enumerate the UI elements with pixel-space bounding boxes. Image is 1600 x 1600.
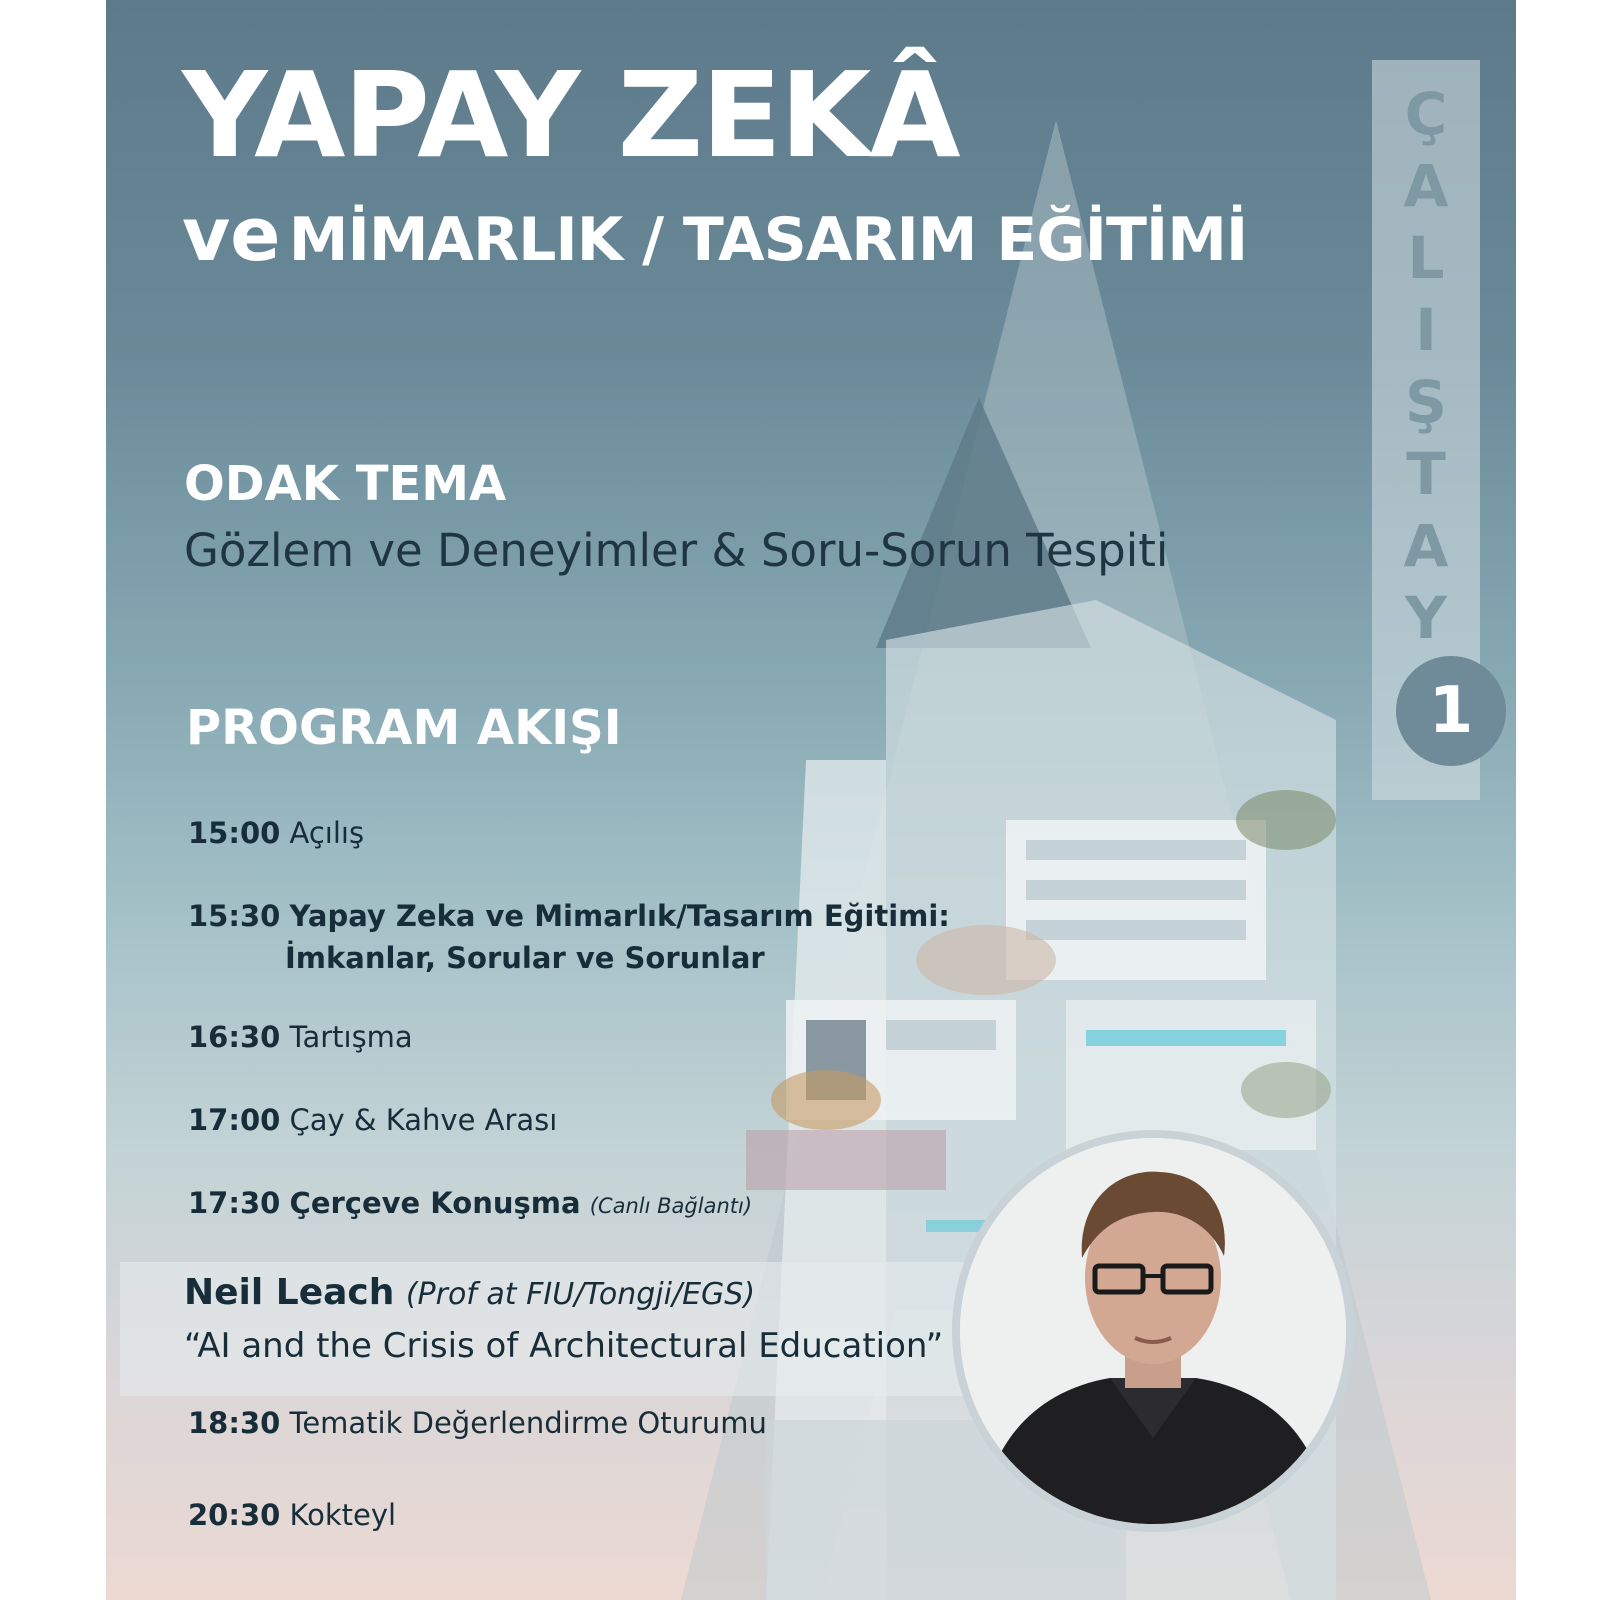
poster (106, 0, 1516, 1600)
speaker-portrait (952, 1130, 1354, 1532)
program-item (188, 1182, 752, 1227)
focus-theme-label: ODAK TEMA (184, 456, 507, 512)
program-item-title: Kokteyl (289, 1498, 397, 1532)
speaker-photo (960, 1138, 1346, 1524)
side-letter: T (1406, 440, 1446, 508)
program-item-title: Yapay Zeka ve Mimarlık/Tasarım Eğitimi: (289, 899, 950, 933)
side-letter: A (1403, 152, 1449, 220)
program-item (188, 1494, 396, 1536)
speaker-talk-title: “AI and the Crisis of Architectural Education” (184, 1326, 944, 1366)
program-item-time: 15:00 (188, 816, 281, 850)
side-letter: I (1415, 296, 1437, 364)
speaker-name: Neil Leach (184, 1272, 395, 1313)
title-line-1: YAPAY ZEKÂ (182, 46, 959, 184)
program-item-note: (Canlı Bağlantı) (589, 1194, 753, 1218)
program-item (188, 1099, 557, 1141)
title-ve: ve (182, 192, 281, 278)
title-subject: MİMARLIK / TASARIM EĞİTİMİ (288, 205, 1248, 275)
program-item-title: Tartışma (289, 1020, 413, 1054)
side-letter: L (1407, 224, 1445, 292)
program-item-title: Çerçeve Konuşma (289, 1186, 581, 1220)
speaker-line (184, 1272, 755, 1313)
side-letter: Y (1405, 584, 1447, 652)
workshop-number-badge: 1 (1396, 656, 1506, 766)
side-letter: Ç (1404, 80, 1448, 148)
focus-theme-text: Gözlem ve Deneyimler & Soru-Sorun Tespiti (184, 524, 1169, 577)
program-item (188, 812, 364, 854)
program-item-time: 16:30 (188, 1020, 281, 1054)
side-letter: Ş (1405, 368, 1447, 436)
program-item-time: 20:30 (188, 1498, 281, 1532)
workshop-vertical-label (1372, 78, 1480, 654)
program-item (188, 1016, 413, 1058)
program-item-title-line2: İmkanlar, Sorular ve Sorunlar (285, 941, 765, 975)
side-letter: A (1403, 512, 1449, 580)
program-item (188, 895, 950, 979)
program-heading: PROGRAM AKIŞI (186, 700, 622, 756)
program-item-title: Açılış (289, 816, 365, 850)
program-item-title: Çay & Kahve Arası (289, 1103, 558, 1137)
program-item (188, 1402, 767, 1444)
program-item-time: 18:30 (188, 1406, 281, 1440)
program-item-time: 17:30 (188, 1186, 281, 1220)
title-line-2 (182, 190, 1247, 297)
program-item-time: 17:00 (188, 1103, 281, 1137)
program-item-title: Tematik Değerlendirme Oturumu (289, 1406, 767, 1440)
speaker-affiliation: (Prof at FIU/Tongji/EGS) (405, 1277, 756, 1312)
program-item-time: 15:30 (188, 899, 281, 933)
